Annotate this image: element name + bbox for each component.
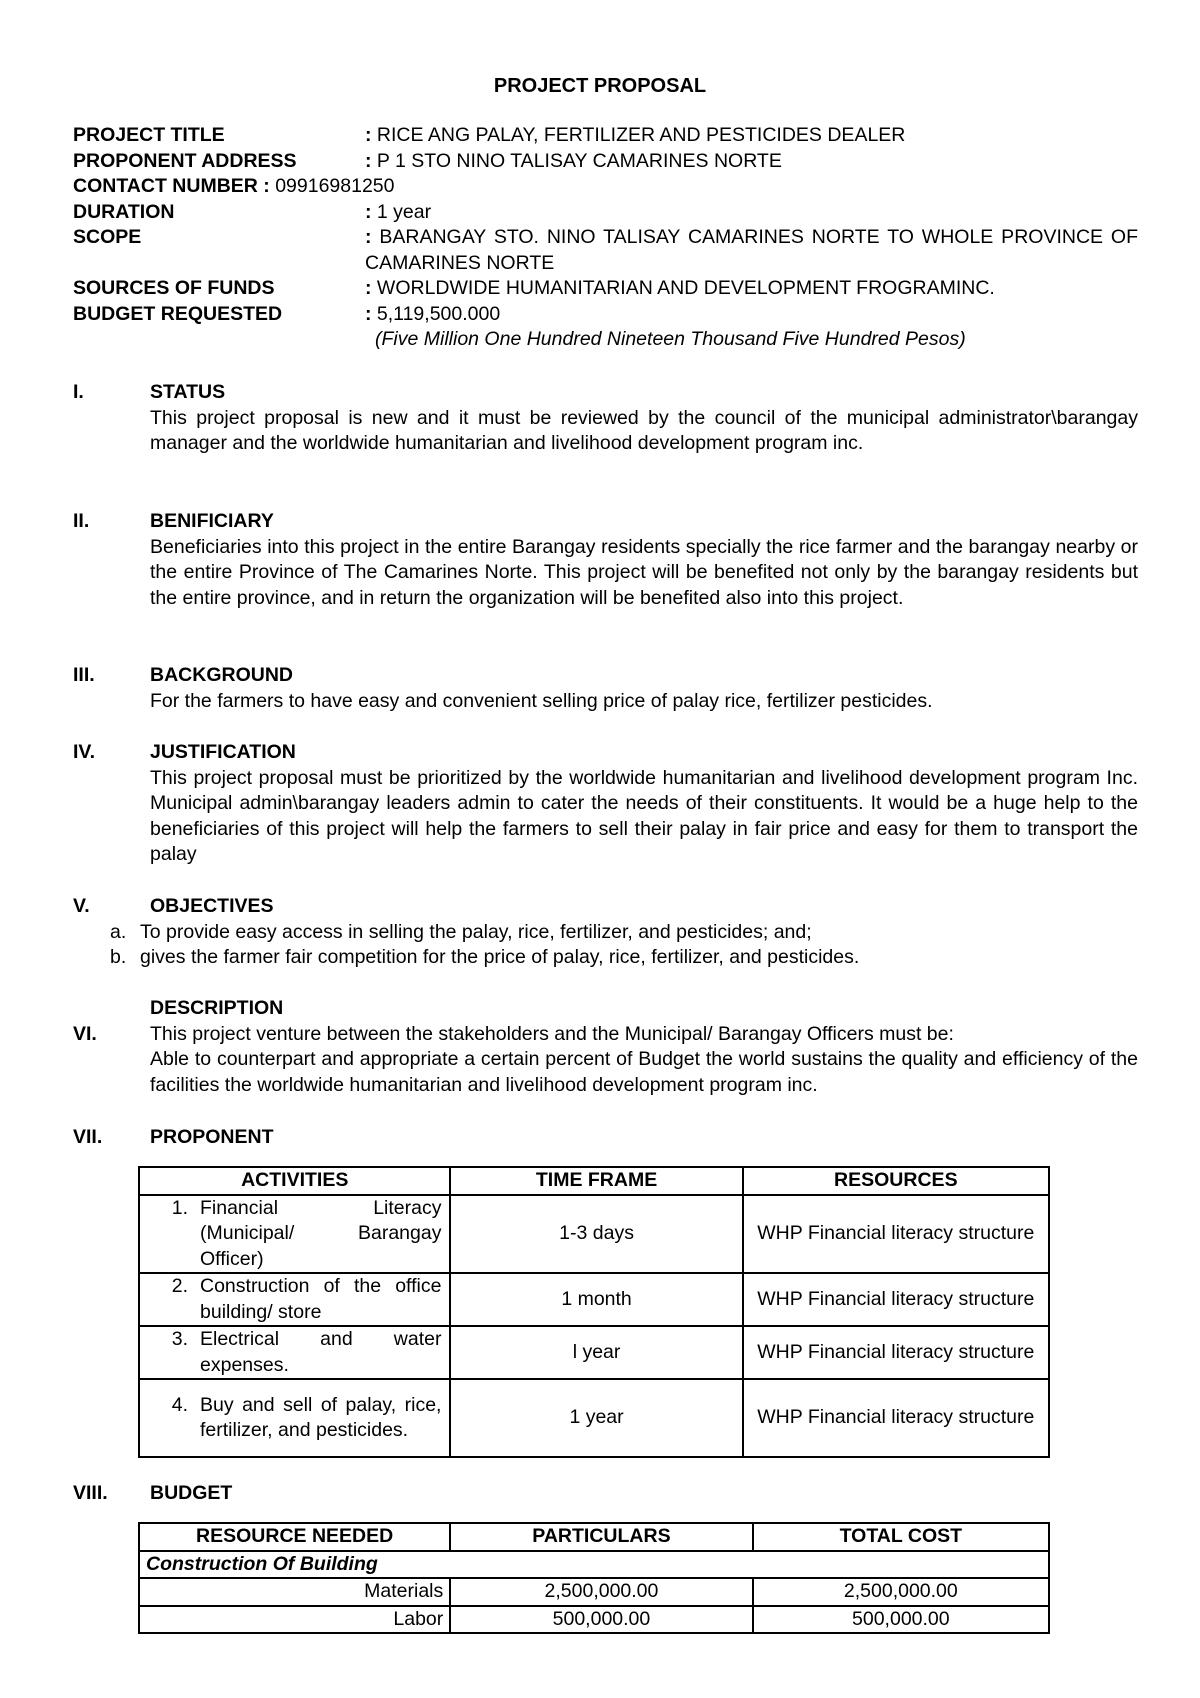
scope-label: SCOPE [73, 226, 142, 248]
category-row [139, 1551, 1049, 1579]
section-text: Beneficiaries into this project in the entire Barangay residents specially the rice farmer and the barangay nearby or the entire Province of The Camarines Norte. This project will be benefited not only by the barangay residents but the entire province, and in return the organization will be benefited also into this project. [150, 535, 1138, 609]
section-title: BUDGET [150, 1482, 233, 1504]
activity-text: Financial Literacy (Municipal/ Barangay Officer) [200, 1196, 442, 1270]
section-objectives [73, 894, 1138, 971]
section-text: This project proposal must be prioritized by the worldwide humanitarian and livelihood development program Inc. Municipal admin\barangay leaders admin to cater the needs of their constituents. It would be a huge help to the beneficiaries of this project will help the farmers to sell their palay in fair price and easy for them to transport the palay [150, 766, 1138, 865]
item-text: gives the farmer fair competition for the price of palay, rice, fertilizer, and pesticides. [140, 946, 860, 968]
section-number: VI. [73, 1022, 97, 1045]
column-header: RESOURCES [743, 1167, 1049, 1195]
section-text-line2: Able to counterpart and appropriate a certain percent of Budget the world sustains the quality and efficiency of the facilities the worldwide humanitarian and livelihood development program inc. [150, 1048, 1138, 1096]
time-frame-cell: 1 year [450, 1379, 742, 1457]
contact-row [73, 174, 1138, 200]
project-title-row: PROJECT TITLE : RICE ANG PALAY, FERTILIZER AND PESTICIDES DEALER [73, 123, 1138, 149]
section-number: V. [73, 895, 90, 917]
section-text: This project proposal is new and it must be reviewed by the council of the municipal administrator\barangay manager and the worldwide humanitarian and livelihood development program inc. [150, 406, 1138, 454]
item-text: To provide easy access in selling the palay, rice, fertilizer, and pesticides; and; [140, 920, 812, 943]
category-cell: Construction Of Building [139, 1551, 1049, 1579]
funds-row: SOURCES OF FUNDS : WORLDWIDE HUMANITARIAN AND DEVELOPMENT FROGRAMINC. [73, 276, 1138, 302]
resource-cell: Materials [139, 1578, 450, 1606]
budget-value: 5,119,500.000 [376, 302, 501, 325]
resources-cell: WHP Financial literacy structure [743, 1326, 1049, 1379]
time-frame-cell: 1 month [450, 1273, 742, 1326]
duration-label: DURATION [73, 200, 175, 223]
section-title: JUSTIFICATION [150, 741, 296, 763]
table-header-row [139, 1167, 1049, 1195]
total-cost-cell: 500,000.00 [753, 1606, 1049, 1634]
contact-value: 09916981250 [275, 175, 395, 197]
particulars-cell: 2,500,000.00 [450, 1578, 752, 1606]
budget-words-row [73, 327, 1138, 353]
address-label: PROPONENT ADDRESS [73, 149, 297, 172]
budget-words: (Five Million One Hundred Nineteen Thousand Five Hundred Pesos) [375, 328, 966, 350]
objectives-list [110, 920, 1138, 971]
time-frame-cell: l year [450, 1326, 742, 1379]
duration-row: DURATION : 1 year [73, 200, 1138, 226]
section-text: For the farmers to have easy and convenient selling price of palay rice, fertilizer pesticides. [150, 689, 933, 712]
activity-text: Construction of the office building/ store [200, 1275, 442, 1323]
list-item [110, 920, 1138, 946]
project-title-value: RICE ANG PALAY, FERTILIZER AND PESTICIDES DEALER [376, 124, 906, 146]
section-status [73, 380, 1138, 457]
section-number: VIII. [73, 1482, 108, 1504]
table-row [139, 1606, 1049, 1634]
item-letter: b. [110, 946, 127, 968]
proponent-table [138, 1166, 1050, 1458]
budget-row: BUDGET REQUESTED : 5,119,500.000 [73, 302, 1138, 328]
table-row [139, 1379, 1049, 1457]
section-title: OBJECTIVES [150, 895, 274, 917]
table-row [139, 1195, 1049, 1274]
address-value: P 1 STO NINO TALISAY CAMARINES NORTE [376, 149, 782, 172]
section-proponent [73, 1125, 1138, 1151]
section-number: II. [73, 510, 90, 532]
activity-text: Electrical and water expenses. [200, 1328, 442, 1376]
section-title: DESCRIPTION [150, 997, 284, 1019]
activity-number: 2. [171, 1275, 188, 1297]
section-background [73, 663, 1138, 714]
scope-value: BARANGAY STO. NINO TALISAY CAMARINES NORTE TO WHOLE PROVINCE OF CAMARINES NORTE [365, 226, 1138, 274]
section-title: BACKGROUND [150, 664, 293, 686]
section-number: IV. [73, 741, 96, 763]
duration-value: 1 year [376, 200, 432, 223]
resource-cell: Labor [139, 1606, 450, 1634]
activity-text: Buy and sell of palay, rice, fertilizer, and pesticides. [200, 1393, 442, 1441]
section-description [73, 996, 1138, 1098]
section-text-line1: This project venture between the stakeholders and the Municipal/ Barangay Officers must be: [150, 1022, 954, 1045]
section-beneficiary [73, 509, 1138, 611]
contact-label: CONTACT NUMBER : [73, 175, 270, 197]
section-title: STATUS [150, 381, 226, 403]
section-number: III. [73, 664, 95, 686]
resources-cell: WHP Financial literacy structure [743, 1379, 1049, 1457]
table-row [139, 1326, 1049, 1379]
funds-value: WORLDWIDE HUMANITARIAN AND DEVELOPMENT FROGRAMINC. [376, 277, 995, 299]
column-header: TOTAL COST [753, 1523, 1049, 1551]
section-number: VII. [73, 1126, 103, 1148]
column-header: PARTICULARS [450, 1523, 752, 1551]
document-title: PROJECT PROPOSAL [493, 75, 707, 97]
budget-label: BUDGET REQUESTED [73, 302, 283, 325]
budget-table [138, 1522, 1050, 1634]
activity-number: 4. [171, 1393, 188, 1416]
time-frame-cell: 1-3 days [450, 1195, 742, 1274]
section-justification [73, 740, 1138, 868]
scope-row: SCOPE : BARANGAY STO. NINO TALISAY CAMARINES NORTE TO WHOLE PROVINCE OF CAMARINES NORTE [73, 225, 1138, 276]
project-title-label: PROJECT TITLE [73, 124, 225, 146]
total-cost-cell: 2,500,000.00 [753, 1578, 1049, 1606]
item-letter: a. [110, 920, 127, 943]
table-header-row [139, 1523, 1049, 1551]
section-number: I. [73, 381, 84, 403]
funds-label: SOURCES OF FUNDS [73, 277, 275, 299]
resources-cell: WHP Financial literacy structure [743, 1195, 1049, 1274]
column-header: ACTIVITIES [139, 1167, 450, 1195]
column-header: TIME FRAME [450, 1167, 742, 1195]
list-item [110, 945, 1138, 971]
column-header: RESOURCE NEEDED [139, 1523, 450, 1551]
activity-number: 3. [171, 1328, 188, 1350]
resources-cell: WHP Financial literacy structure [743, 1273, 1049, 1326]
proposal-header [73, 123, 1138, 353]
section-title: BENIFICIARY [150, 510, 274, 532]
section-title: PROPONENT [150, 1126, 274, 1148]
section-budget [73, 1481, 1138, 1507]
activity-number: 1. [171, 1196, 188, 1219]
table-row [139, 1273, 1049, 1326]
table-row [139, 1578, 1049, 1606]
particulars-cell: 500,000.00 [450, 1606, 752, 1634]
address-row: PROPONENT ADDRESS : P 1 STO NINO TALISAY CAMARINES NORTE [73, 149, 1138, 175]
